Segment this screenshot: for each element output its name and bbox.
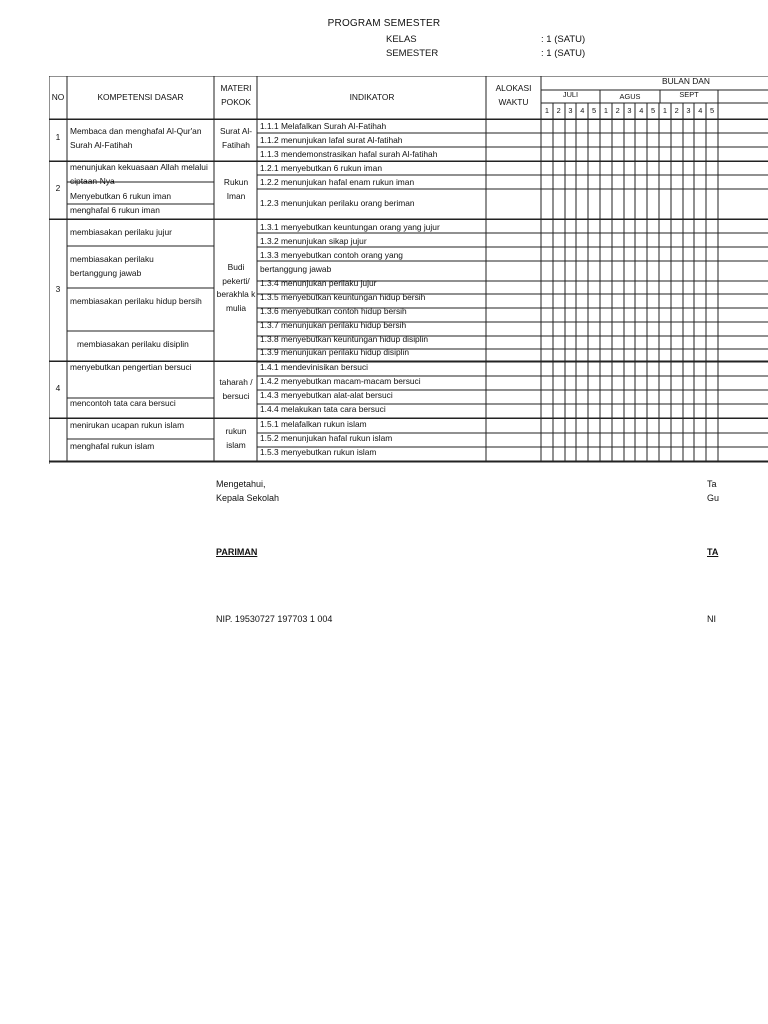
- header-materi-line1: MATERI: [220, 83, 252, 93]
- indikator-cell: 1.3.7 menunjukan perilaku hidup bersih: [260, 320, 407, 330]
- kd-cell: menyebutkan pengertian bersuci: [70, 362, 192, 372]
- indikator-cell: 1.3.9 menunjukan perilaku hidup disiplin: [260, 347, 409, 357]
- program-semester-table: [49, 76, 768, 464]
- indikator-cell: 1.1.2 menunjukan lafal surat Al-fatihah: [260, 135, 403, 145]
- semester-value: : 1 (SATU): [541, 48, 586, 59]
- week-number: 5: [651, 106, 656, 115]
- semester-label: SEMESTER: [386, 48, 439, 59]
- indikator-cell: 1.3.1 menyebutkan keuntungan orang yang jujur: [260, 222, 440, 232]
- materi-cell: Rukun Iman: [223, 177, 249, 201]
- indikator-cell: 1.2.1 menyebutkan 6 rukun iman: [260, 163, 382, 173]
- row-no-3: 3: [55, 284, 61, 294]
- header-alokasi-line2: WAKTU: [498, 97, 529, 107]
- indikator-cell: 1.1.1 Melafalkan Surah Al-Fatihah: [260, 121, 387, 131]
- kelas-label: KELAS: [386, 34, 417, 45]
- indikator-cell: 1.4.3 menyebutkan alat-alat bersuci: [260, 390, 393, 400]
- kepala-sekolah-nip: NIP. 19530727 197703 1 004: [216, 614, 333, 624]
- kd-cell: membiasakan perilaku jujur: [70, 227, 172, 237]
- header-bulan: BULAN DAN: [662, 76, 710, 86]
- kd-cell: membiasakan perilaku disiplin: [77, 339, 189, 349]
- week-number: 1: [603, 106, 608, 115]
- mengetahui-label: Mengetahui,: [216, 479, 266, 489]
- header-kompetensi-dasar: KOMPETENSI DASAR: [97, 92, 184, 102]
- week-number: 1: [662, 106, 667, 115]
- kelas-value: : 1 (SATU): [541, 34, 586, 45]
- row-no-2: 2: [55, 183, 61, 193]
- indikator-cell: 1.3.6 menyebutkan contoh hidup bersih: [260, 306, 407, 316]
- right-signature-nip: NI: [707, 614, 716, 624]
- materi-cell: rukun islam: [225, 426, 247, 450]
- kd-cell: membiasakan perilaku hidup bersih: [70, 296, 202, 306]
- indikator-cell: 1.4.2 menyebutkan macam-macam bersuci: [260, 376, 421, 386]
- indikator-cell: 1.4.1 mendevinisikan bersuci: [260, 362, 369, 372]
- indikator-cell: 1.5.1 melafalkan rukun islam: [260, 419, 367, 429]
- indikator-cell: 1.4.4 melakukan tata cara bersuci: [260, 404, 386, 414]
- indikator-cell: 1.2.2 menunjukan hafal enam rukun iman: [260, 177, 415, 187]
- week-number: 3: [627, 106, 632, 115]
- week-number: 3: [686, 106, 691, 115]
- kd-cell: menunjukan kekuasaan Allah melalui ciptaan-Nya: [70, 162, 208, 186]
- week-number: 2: [674, 106, 679, 115]
- right-signature-line2: Gu: [707, 493, 720, 503]
- row-no-1: 1: [55, 132, 61, 142]
- header-materi-line2: POKOK: [221, 97, 251, 107]
- week-number: 5: [710, 106, 715, 115]
- header-alokasi-line1: ALOKASI: [495, 83, 532, 93]
- week-number: 4: [580, 106, 585, 115]
- right-signature-line1: Ta: [707, 479, 717, 489]
- week-number: 4: [698, 106, 703, 115]
- header-month-juli: JULI: [562, 90, 579, 99]
- week-number: 2: [556, 106, 561, 115]
- indikator-cell: 1.5.2 menunjukan hafal rukun islam: [260, 433, 393, 443]
- document-title: PROGRAM SEMESTER: [327, 18, 441, 29]
- kepala-sekolah-name: PARIMAN: [216, 547, 258, 557]
- kepala-sekolah-label: Kepala Sekolah: [216, 493, 280, 503]
- materi-cell: Surat Al-Fatihah: [219, 126, 253, 150]
- kd-cell: menghafal rukun islam: [70, 441, 155, 451]
- indikator-cell: 1.2.3 menunjukan perilaku orang beriman: [260, 198, 415, 208]
- week-number: 2: [615, 106, 620, 115]
- kd-cell: mencontoh tata cara bersuci: [70, 398, 176, 408]
- indikator-cell: 1.3.4 menunjukan perilaku jujur: [260, 278, 377, 288]
- indikator-cell: 1.3.8 menyebutkan keuntungan hidup disiplin: [260, 334, 429, 344]
- right-signature-name: TA: [707, 547, 719, 557]
- indikator-cell: 1.3.3 menyebutkan contoh orang yang bertanggung jawab: [260, 250, 403, 274]
- kd-cell: menirukan ucapan rukun islam: [70, 420, 185, 430]
- materi-cell: Budi pekerti/ berakhla k mulia: [216, 262, 256, 313]
- kd-cell: membiasakan perilaku bertanggung jawab: [70, 254, 154, 278]
- indikator-cell: 1.5.3 menyebutkan rukun islam: [260, 447, 377, 457]
- materi-cell: taharah / bersuci: [219, 377, 253, 401]
- week-number: 4: [639, 106, 644, 115]
- week-number: 5: [592, 106, 597, 115]
- kd-cell: Membaca dan menghafal Al-Qur'an Surah Al-Fatihah: [70, 126, 202, 150]
- week-number: 1: [544, 106, 549, 115]
- row-no-4: 4: [55, 383, 61, 393]
- header-month-sept: SEPT: [679, 90, 699, 99]
- week-number: 3: [568, 106, 573, 115]
- kd-cell: Menyebutkan 6 rukun iman menghafal 6 rukun iman: [70, 191, 172, 215]
- indikator-cell: 1.3.2 menunjukan sikap jujur: [260, 236, 367, 246]
- indikator-cell: 1.1.3 mendemonstrasikan hafal surah Al-fatihah: [260, 149, 438, 159]
- indikator-cell: 1.3.5 menyebutkan keuntungan hidup bersih: [260, 292, 426, 302]
- header-no: NO: [51, 92, 65, 102]
- header-month-agus: AGUS: [619, 92, 641, 101]
- header-indikator: INDIKATOR: [349, 92, 395, 102]
